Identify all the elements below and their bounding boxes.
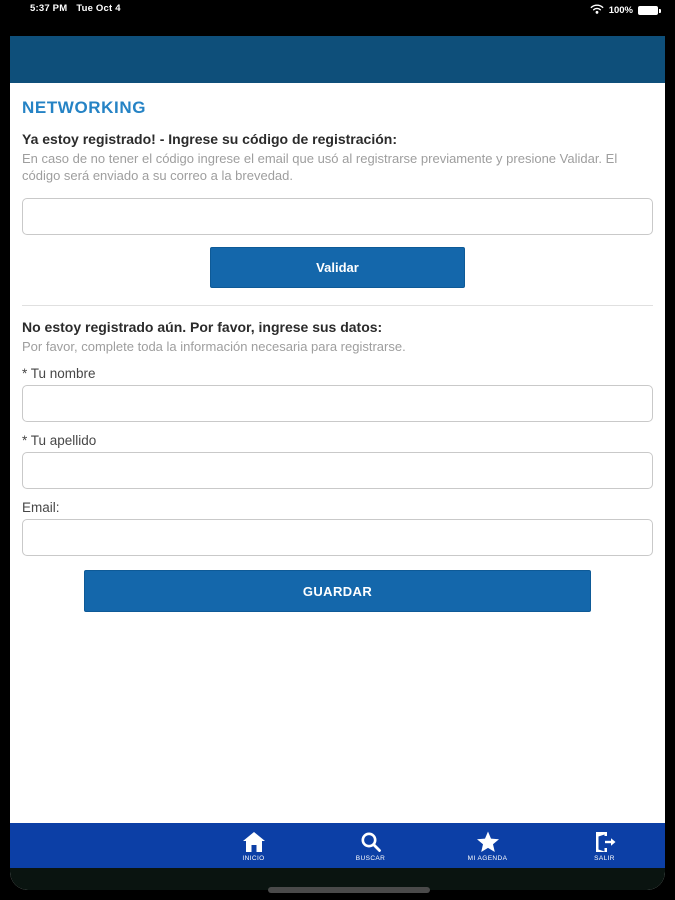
battery-percent: 100% bbox=[608, 5, 633, 16]
nav-item-salir[interactable] bbox=[546, 823, 663, 868]
app-screen bbox=[10, 36, 665, 890]
nav-item-mi-agenda[interactable] bbox=[429, 823, 546, 868]
last-name-label: * Tu apellido bbox=[22, 433, 97, 449]
registration-code-input[interactable] bbox=[22, 198, 653, 235]
status-left bbox=[30, 3, 121, 14]
home-icon bbox=[242, 831, 266, 853]
star-icon bbox=[476, 831, 500, 853]
main-content bbox=[10, 83, 665, 823]
status-time: 5:37 PM bbox=[30, 3, 68, 14]
new-user-section-heading: No estoy registrado aún. Por favor, ingrese sus datos: bbox=[22, 319, 383, 336]
home-indicator-handle[interactable] bbox=[268, 887, 430, 893]
section-divider bbox=[22, 305, 653, 306]
save-button[interactable]: GUARDAR bbox=[84, 570, 591, 612]
exit-icon bbox=[593, 831, 617, 853]
status-bar bbox=[0, 0, 675, 36]
app-header-bar bbox=[10, 36, 665, 83]
page-title: NETWORKING bbox=[22, 98, 147, 117]
new-user-section-description: Por favor, complete toda la información necesaria para registrarse. bbox=[22, 339, 406, 355]
validate-button[interactable]: Validar bbox=[210, 247, 465, 288]
search-icon bbox=[360, 831, 382, 853]
bottom-nav-bar bbox=[10, 823, 665, 868]
first-name-label: * Tu nombre bbox=[22, 366, 96, 382]
status-right bbox=[590, 3, 661, 18]
email-label: Email: bbox=[22, 500, 60, 516]
email-input[interactable] bbox=[22, 519, 653, 556]
nav-label-inicio: INICIO bbox=[242, 855, 265, 862]
nav-label-mi-agenda: MI AGENDA bbox=[467, 855, 508, 862]
registered-section-heading: Ya estoy registrado! - Ingrese su código de registración: bbox=[22, 131, 397, 147]
nav-label-salir: SALIR bbox=[594, 855, 615, 862]
nav-label-buscar: BUSCAR bbox=[355, 855, 386, 862]
nav-item-inicio[interactable] bbox=[195, 823, 312, 868]
first-name-input[interactable] bbox=[22, 385, 653, 422]
registered-section-description: En caso de no tener el código ingrese el email que usó al registrarse previamente y presione Validar. El código será enviado a su correo a la brevedad. bbox=[22, 151, 618, 184]
nav-item-buscar[interactable] bbox=[312, 823, 429, 868]
battery-icon bbox=[638, 6, 661, 15]
last-name-input[interactable] bbox=[22, 452, 653, 489]
wifi-icon bbox=[590, 3, 604, 18]
status-date: Tue Oct 4 bbox=[76, 3, 121, 14]
